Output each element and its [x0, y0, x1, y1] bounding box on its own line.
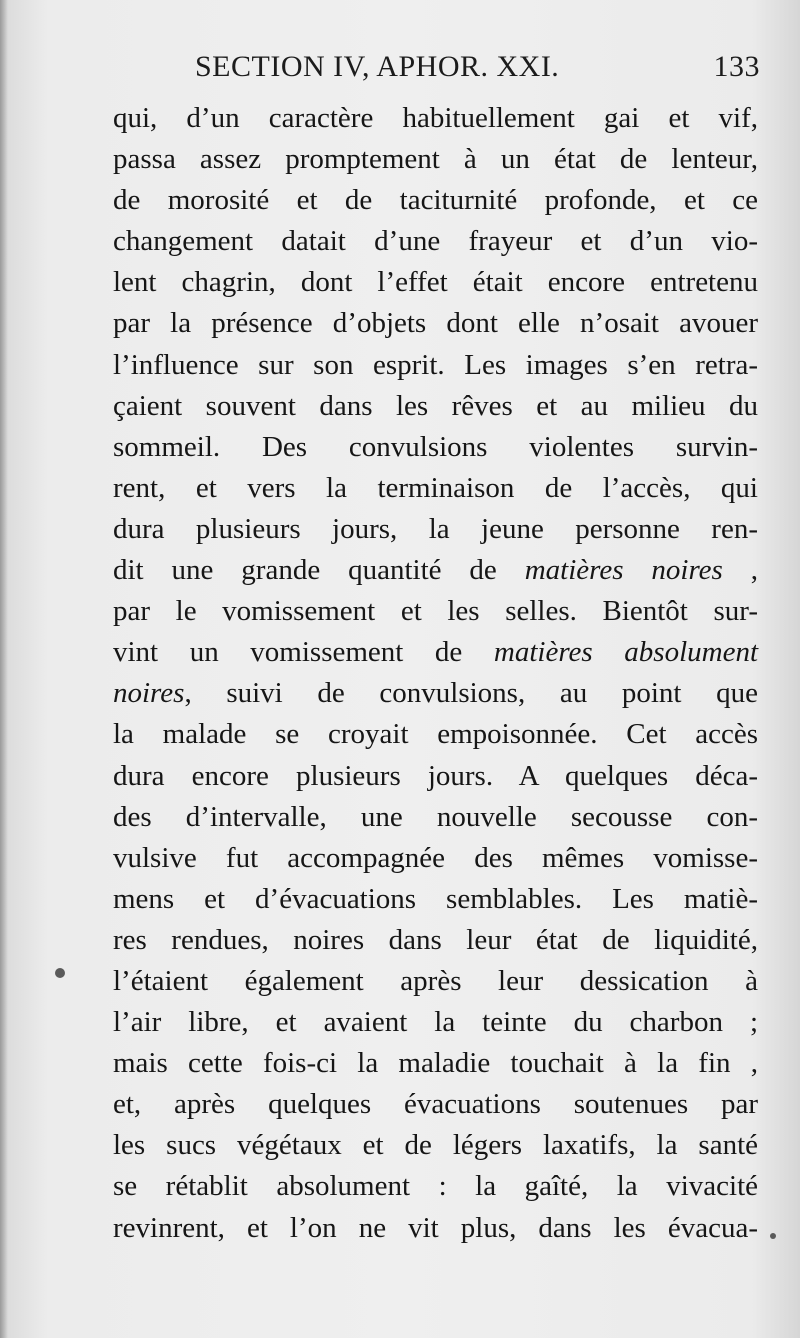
italic-phrase: matières noires: [524, 554, 723, 587]
running-title: SECTION IV, APHOR. XXI.: [195, 50, 560, 83]
text-line: les sucs végétaux et de légers laxatifs, la santé: [113, 1129, 758, 1162]
text-line: changement datait d’une frayeur et d’un vio-: [113, 225, 758, 258]
italic-phrase: matières absolument: [493, 636, 759, 669]
text-line: revinrent, et l’on ne vit plus, dans les évacua-: [113, 1211, 758, 1244]
text-line: qui, d’un caractère habituellement gai et vif,: [113, 102, 758, 134]
page-number: 133: [713, 50, 760, 83]
text-line: dura encore plusieurs jours. A quelques déca-: [113, 759, 758, 792]
text-line: par le vomissement et les selles. Bientôt sur-: [113, 595, 758, 628]
text-line-with-italic: [113, 632, 758, 673]
text-line: rent, et vers la terminaison de l’accès, qui: [113, 471, 758, 504]
text-line-with-italic: [113, 673, 758, 714]
text-line: la malade se croyait empoisonnée. Cet accès: [113, 718, 758, 751]
text-line: dura plusieurs jours, la jeune personne ren-: [113, 512, 758, 545]
text-line: de morosité et de taciturnité profonde, et ce: [113, 184, 758, 217]
body-text: [113, 98, 758, 1249]
text-line: vulsive fut accompagnée des mêmes vomisse-: [113, 841, 758, 874]
text-line: lent chagrin, dont l’effet était encore entretenu: [113, 266, 758, 299]
text-line: l’influence sur son esprit. Les images s’en retra-: [113, 348, 758, 381]
text-line-with-italic: [113, 550, 758, 591]
line-text: vint un vomissement de: [113, 636, 494, 669]
text-line: çaient souvent dans les rêves et au milieu du: [113, 389, 758, 422]
text-line: par la présence d’objets dont elle n’osait avouer: [113, 307, 758, 340]
text-line: mens et d’évacuations semblables. Les matiè-: [113, 882, 758, 915]
line-text: ,: [722, 554, 758, 587]
text-line: se rétablit absolument : la gaîté, la vivacité: [113, 1170, 758, 1203]
text-line: passa assez promptement à un état de lenteur,: [113, 143, 758, 176]
ink-speck: [770, 1233, 776, 1239]
text-line: des d’intervalle, une nouvelle secousse con-: [113, 800, 758, 833]
text-line: mais cette fois-ci la maladie touchait à la fin ,: [113, 1047, 758, 1080]
line-text: , suivi de convulsions, au point que: [184, 677, 758, 710]
italic-phrase: noires: [113, 677, 185, 710]
text-line: sommeil. Des convulsions violentes survin-: [113, 430, 758, 463]
text-line: res rendues, noires dans leur état de liquidité,: [113, 923, 758, 956]
line-text: dit une grande quantité de: [113, 554, 525, 587]
ink-speck: [55, 968, 65, 978]
text-line: et, après quelques évacuations soutenues par: [113, 1088, 758, 1121]
text-line: l’air libre, et avaient la teinte du charbon ;: [113, 1006, 758, 1039]
text-line: l’étaient également après leur dessication à: [113, 964, 758, 997]
page-header: [195, 50, 760, 90]
